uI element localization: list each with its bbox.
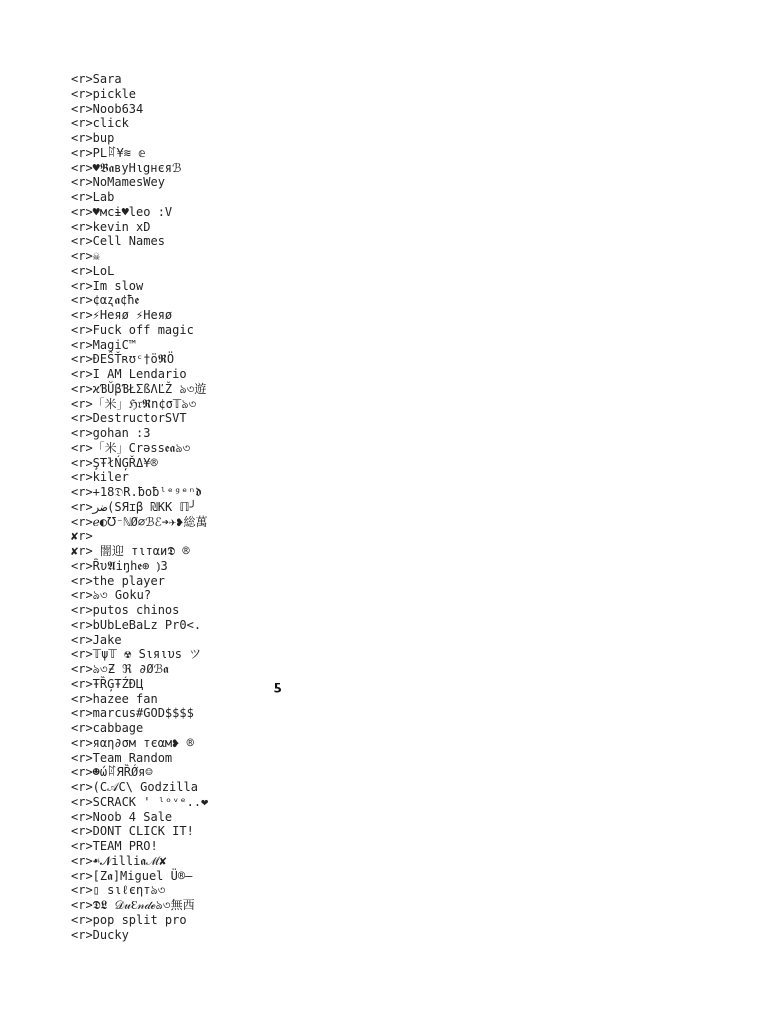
name-line: <r>ŞŦłŃĢŘΔ¥®	[71, 455, 158, 470]
name-line: <r>♥мсɨ♥leo :V	[71, 204, 173, 219]
name-line: <r>яαη∂σм тєαм❥ ®	[71, 735, 194, 750]
name-line: <r>「米」Crəss𝖊𝖆ঌ৩	[71, 440, 191, 455]
name-line: <r>cabbage	[71, 721, 144, 735]
name-line: <r>bup	[71, 131, 115, 145]
name-line: <r>Cell Names	[71, 234, 165, 249]
name-line: <r>(C𝒜C\ Godzilla	[71, 780, 198, 794]
name-line: <r>DONT CLICK IT!	[71, 824, 194, 839]
name-line: <r>NoMamesWey	[71, 175, 165, 190]
name-line: <r>Noob634	[71, 101, 144, 116]
name-line: <r>DestructorSVT	[71, 411, 187, 426]
name-line: ✘r> 闇迎 тιтαи𝕯 ®	[71, 544, 190, 558]
name-line: <r>kiler	[71, 470, 129, 485]
name-line: <r>ঌ৩ Goku?	[71, 588, 152, 603]
name-line: <r>PLꍏ¥≋ 𝕖	[71, 145, 146, 160]
name-line: <r>𝕋ψ𝕋 ☢ Sιяιυs ツ	[71, 647, 202, 662]
name-line: <r>I AM Lendario	[71, 367, 187, 381]
name-line: <r>⚡Неяø ⚡Неяø	[71, 308, 173, 322]
name-line: <r>Ȓυ𝕬iŋh𝖊⊕ ⦆3	[71, 558, 168, 573]
name-line: <r>ĐΕŜŤʀʊᶜ†ӧ𝕽Ö	[71, 352, 175, 367]
name-line: <r>Ducky	[71, 927, 129, 942]
name-line: <r>the player	[71, 573, 165, 588]
name-line: <r>[Z𝖆]Miguel Ü®—	[71, 868, 193, 883]
name-line: <r>♥𝕭𝖆вуΗιgнєяℬ	[71, 160, 182, 175]
name-line: <r>ϰƁŬβƁŁΣßΛĽŽ ঌ৩遊	[71, 381, 207, 396]
name-line: <r>ŦȐĢŦŹĐЦ	[71, 676, 144, 691]
name-line: <r>ضر(SЯɪβ ₪КК ℿ╯	[71, 499, 197, 514]
name-line: <r>ℯ◐℧⁻ℕØ∅ℬℰ➔✈❥総萬	[71, 514, 208, 529]
name-line: <r>▯ sιℓєηтঌ৩	[71, 883, 166, 898]
name-line: <r>kevin xD	[71, 219, 151, 234]
name-line: <r>「米」ℌ𝔯𝕽n¢σ𝕋ঌ৩	[71, 396, 197, 411]
name-line: <r>Sara	[71, 72, 122, 86]
name-line: <r>☻ώꍏЯȐǾя☺	[71, 765, 153, 780]
name-line: <r>☠	[71, 249, 100, 263]
name-line: <r>Team Random	[71, 750, 173, 765]
name-line: <r>bUbLeBaLz Pr0<.	[71, 617, 202, 632]
name-line: <r>Noob 4 Sale	[71, 809, 173, 824]
name-line: <r>𝕯𝕷 𝒟𝓊ℇ𝓃𝒹ℯঌ৩無西	[71, 898, 195, 912]
name-line: <r>MagiC™	[71, 337, 137, 352]
name-line: <r>pickle	[71, 86, 137, 101]
name-line: <r>putos chinos	[71, 603, 180, 617]
name-line: <r>¢αʐ𝖆¢ħ𝖊	[71, 293, 140, 308]
name-line: <r>+18𝔇R.ƀoƀˡᵉᵍᵉⁿ𝖉	[71, 485, 202, 499]
name-line: <r>Jake	[71, 632, 122, 647]
stray-mark: ƽ	[274, 679, 282, 693]
name-line: <r>marcus#GOD$$$$	[71, 706, 194, 721]
name-line: <r>click	[71, 116, 129, 131]
name-line: <r>TEAM PRO!	[71, 839, 158, 853]
name-line: <r>pop split pro	[71, 912, 187, 927]
name-list	[71, 72, 208, 942]
name-line: <r>Lab	[71, 190, 115, 204]
name-line: <r>☙𝓝illi𝖆ℳ✘	[71, 853, 167, 868]
name-line: <r>LoL	[71, 263, 115, 278]
name-line: <r>Fuck off magic	[71, 322, 194, 337]
name-line: <r>ঌ৩Ƶ ℜ ∂Øℬ𝖆	[71, 662, 169, 676]
name-line: <r>hazee fan	[71, 691, 158, 706]
name-line: <r>Im slow	[71, 278, 144, 293]
name-line: ✘r>	[71, 529, 93, 544]
name-line: <r>gohan :3	[71, 426, 151, 440]
name-line: <r>SCRACK ' ˡᵒᵛᵉ..❤	[71, 794, 209, 809]
